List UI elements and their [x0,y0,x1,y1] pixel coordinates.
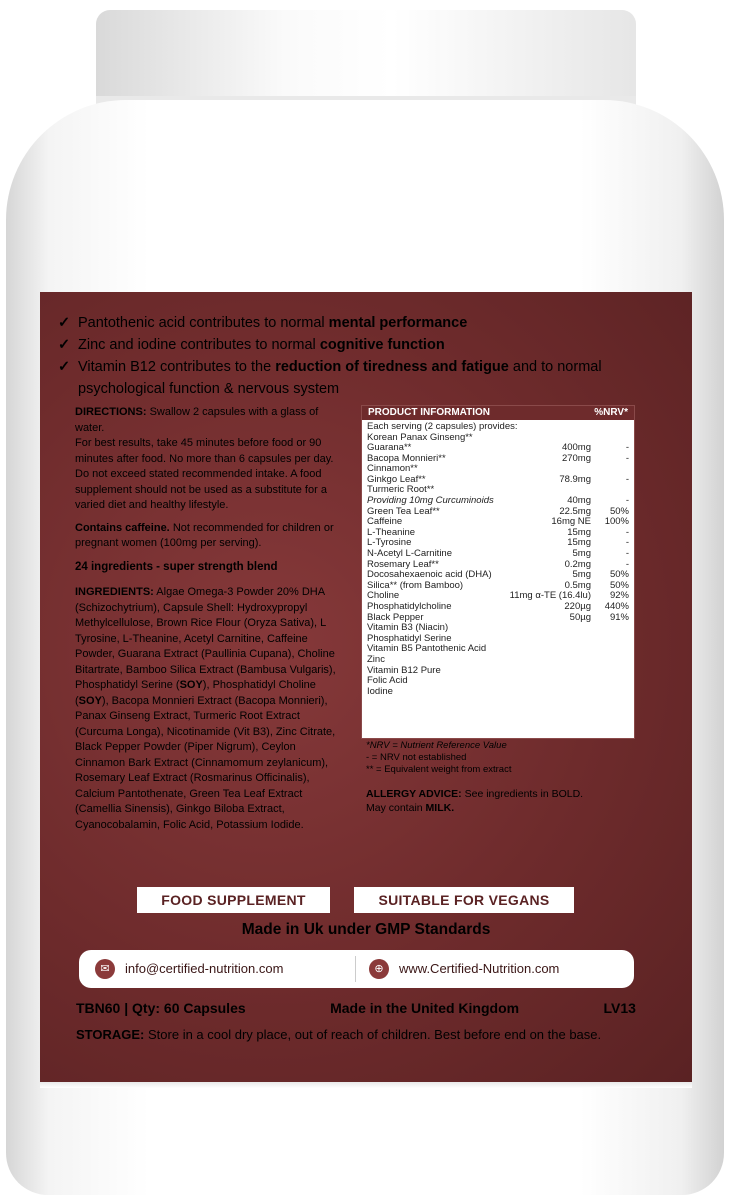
nutrient-nrv: - [625,442,629,454]
nutrient-nrv: - [625,526,629,538]
nutrient-name: Providing 10mg Curcuminoids [367,496,494,507]
nutrient-nrv: - [625,473,629,485]
contact-divider [355,956,356,982]
storage-label: STORAGE: [76,1027,145,1042]
nutrient-name: Vitamin B5 Pantothenic Acid [367,644,487,655]
benefit-bold: mental performance [328,315,468,331]
benefit-text: Vitamin B12 contributes to the [78,359,276,375]
nutrient-amount: 40mg [567,495,591,507]
nutrient-name: Vitamin B12 Pure [367,665,441,676]
panel-header [362,406,634,420]
footnotes [366,740,511,776]
ingredients-part-2: ), Phosphatidyl Choline ( [75,679,316,707]
storage-text: Store in a cool dry place, out of reach of children. Best before end on the base. [148,1027,602,1042]
nutrient-nrv: 100% [604,516,629,528]
vegan-badge: SUITABLE FOR VEGANS [354,887,574,913]
nutrient-name: Folic Acid [367,676,408,687]
nutrient-name: L-Tyrosine [367,538,412,549]
ingredients-part-3: ), Bacopa Monnieri Extract (Bacopa Monnieri), Panax Ginseng Extract, Turmeric Root Extract (Curcuma Longa), Nicotinamide (Vit B3), Zinc Citrate, Black Pepper Powder (Piper Nigrum), Ceylon Cinnamon Bark Extract (Cinnamomum zeylanicum), Rosemary Leaf Extract (Rosmarinus Officinalis), Calcium Pantothenate, Green Tea Leaf Extract (Camellia Sinensis), Ginkgo Biloba Extract, Cyanocobalamin, Folic Acid, Potassium Iodide. [75,694,336,831]
nutrient-nrv: 440% [604,601,629,612]
benefit-text: Pantothenic acid contributes to normal [78,315,329,331]
allergen-soy: SOY [78,694,102,707]
nutrient-name: Zinc [367,654,385,665]
nutrient-amount: 0.5mg [564,579,591,591]
nutrient-row [362,623,634,634]
nutrient-amount: 270mg [561,452,591,464]
allergy-label: ALLERGY ADVICE: [366,788,462,800]
nutrient-name: Phosphatidyl Serine [367,633,452,644]
directions-column [75,405,345,840]
nutrient-name: Docosahexaenoic acid (DHA) [367,570,492,581]
nutrient-row [362,602,634,613]
nutrient-amount [505,634,591,645]
mail-icon: ✉ [95,959,115,979]
ingredients [75,585,345,833]
caffeine-warning [75,521,345,552]
nutrient-row [362,644,634,655]
allergy-milk-pre: May contain [366,802,426,814]
nutrient-nrv: - [625,558,629,570]
nutrient-row [362,443,634,454]
nutrient-row [362,549,634,560]
nutrient-name: Turmeric Root** [367,485,435,496]
nutrient-name: Phosphatidylcholine [367,602,452,612]
email-text[interactable]: info@certified-nutrition.com [125,961,284,976]
nutrient-name: Rosemary Leaf** [367,559,439,570]
nutrient-nrv [591,464,629,475]
nutrient-row [362,464,634,475]
nutrient-nrv [591,655,629,666]
nutrient-row [362,634,634,645]
nutrient-nrv [591,687,629,698]
directions-label: DIRECTIONS: [75,406,147,418]
nutrient-nrv: - [625,452,629,464]
nutrient-nrv [591,433,629,444]
benefit-bold: reduction of tiredness and fatigue [275,359,509,375]
nutrient-amount [505,676,591,687]
benefit-text-tail: and to normal psychological function & nervous system [78,359,602,397]
nutrient-row [362,517,634,528]
nutrient-amount: 0.2mg [564,558,591,570]
nutrient-row [362,538,634,549]
nutrient-row [362,676,634,687]
nutrient-amount: 15mg [567,537,591,549]
allergen-milk: MILK. [425,802,455,814]
nutrient-row [362,687,634,698]
allergy-text: See ingredients in BOLD. [464,788,584,800]
benefit-item [58,356,678,400]
caffeine-label: Contains caffeine. [75,521,170,534]
benefit-list [58,312,678,400]
nutrient-amount: 15mg [567,526,591,538]
nutrient-name: Korean Panax Ginseng** [367,432,473,443]
panel-title: PRODUCT INFORMATION [368,407,491,418]
nutrient-amount: 5mg [572,569,591,581]
website-item[interactable] [369,950,559,988]
allergy-advice [366,787,636,815]
benefit-item [58,334,678,356]
nutrient-row [362,496,634,507]
nutrient-row [362,560,634,571]
nutrient-row [362,433,634,444]
origin: Made in the United Kingdom [330,1000,520,1016]
lot-code: LV13 [603,1000,636,1016]
nutrient-row [362,655,634,666]
footnote-dash: - = NRV not established [366,752,467,763]
nutrient-name: Silica** (from Bamboo) [367,580,464,591]
nutrient-amount: 16mg NE [551,516,591,528]
nutrient-row [362,485,634,496]
nutrient-nrv: 50% [609,505,629,517]
nutrient-nrv: - [625,537,629,549]
nutrient-amount: 78.9mg [559,473,591,485]
allergen-soy: SOY [179,679,203,691]
directions-text-2: For best results, take 45 minutes before food or 90 minutes after food. No more than 6 capsules per day. Do not exceed stated recommended intake. A food supplement should not be used as a substitute for a varied diet and healthy lifestyle. [75,437,334,511]
nutrient-name: Ginkgo Leaf** [367,474,426,485]
nutrient-row [362,454,634,465]
nutrient-name: Green Tea Leaf** [367,506,440,517]
nutrient-amount: 22.5mg [559,505,591,517]
benefit-text: Zinc and iodine contributes to normal [78,337,320,353]
nrv-header: %NRV* [594,407,628,418]
check-icon: ✓ [58,315,71,331]
footnote-equiv: ** = Equivalent weight from extract [366,764,512,775]
nutrient-nrv [591,485,629,496]
benefit-item [58,312,678,334]
nutrient-name: Iodine [367,686,393,697]
nutrient-name: Vitamin B3 (Niacin) [367,623,449,634]
nutrient-amount: 11mg α-TE (16.4lu) [509,590,591,602]
nutrient-row [362,507,634,518]
nutrient-row [362,613,634,624]
globe-icon: ⊕ [369,959,389,979]
nutrient-row [362,591,634,602]
product-information-panel [361,405,635,739]
nutrient-name: Black Pepper [367,612,424,623]
nutrient-amount [505,666,591,677]
ingredients-label: INGREDIENTS: [75,586,154,598]
nutrient-row [362,666,634,677]
footnote-nrv: *NRV = Nutrient Reference Value [366,740,507,751]
nutrient-name: Choline [367,591,400,602]
nutrient-nrv [591,676,629,687]
caffeine-text: Not recommended for children or pregnant women (100mg per serving). [75,521,334,549]
nutrient-row [362,475,634,486]
nutrient-name: Guarana** [367,443,412,454]
nutrient-name: Bacopa Monnieri** [367,453,446,464]
directions [75,405,345,514]
gmp-statement: Made in Uk under GMP Standards [241,921,491,938]
nutrient-nrv: - [625,495,629,507]
nutrient-row [362,528,634,539]
nutrient-nrv: 92% [609,590,629,602]
website-text[interactable]: www.Certified-Nutrition.com [399,961,560,976]
email-item[interactable] [95,950,283,988]
nutrient-nrv [591,644,629,655]
nutrient-nrv: 50% [609,579,629,591]
product-meta [76,1000,636,1016]
nutrient-amount [505,644,591,655]
check-icon: ✓ [58,359,71,375]
nutrient-nrv [591,634,629,645]
product-code: TBN60 | Qty: 60 Capsules [76,1000,246,1016]
check-icon: ✓ [58,337,71,353]
nutrient-name: L-Theanine [367,527,416,538]
food-supplement-badge: FOOD SUPPLEMENT [137,887,330,913]
blend-heading: 24 ingredients - super strength blend [75,560,278,573]
nutrient-amount [505,655,591,666]
nutrient-amount: 400mg [561,442,591,454]
nutrient-nrv: 91% [609,611,629,623]
nutrient-amount [505,623,591,634]
nutrient-name: Cinnamon** [367,464,418,475]
nutrient-nrv: 50% [609,569,629,581]
nutrient-rows [362,433,634,698]
bottle-cap [96,10,636,110]
nutrient-nrv: - [625,548,629,560]
nutrient-amount: 5mg [572,548,591,560]
benefit-bold: cognitive function [319,337,445,353]
directions-text: Swallow 2 capsules with a glass of water. [75,406,319,434]
nutrient-nrv [591,666,629,677]
nutrient-amount [505,687,591,698]
nutrient-name: Caffeine [367,517,403,528]
nutrient-nrv [591,623,629,634]
nutrient-row [362,581,634,592]
storage-info [76,1025,636,1044]
serving-text: Each serving (2 capsules) provides: [367,421,518,432]
nutrient-amount: 220µg [564,601,591,612]
nutrient-name: N-Acetyl L-Carnitine [367,549,452,560]
contact-bar [79,950,634,988]
ingredients-part-1: Algae Omega-3 Powder 20% DHA (Schizochytrium), Capsule Shell: Hydroxypropyl Methylcellulose, Brown Rice Flour (Oryza Sativa), L Tyrosine, L-Theanine, Acetyl Carnitine, Caffeine Powder, Guarana Extract (Paullinia Cupana), Choline Bitartrate, Bamboo Silica Extract (Bambusa Vulgaris), Phosphatidyl Serine ( [75,586,336,691]
label-edge [40,1082,692,1088]
nutrient-amount: 50µg [569,611,591,623]
nutrient-row [362,570,634,581]
